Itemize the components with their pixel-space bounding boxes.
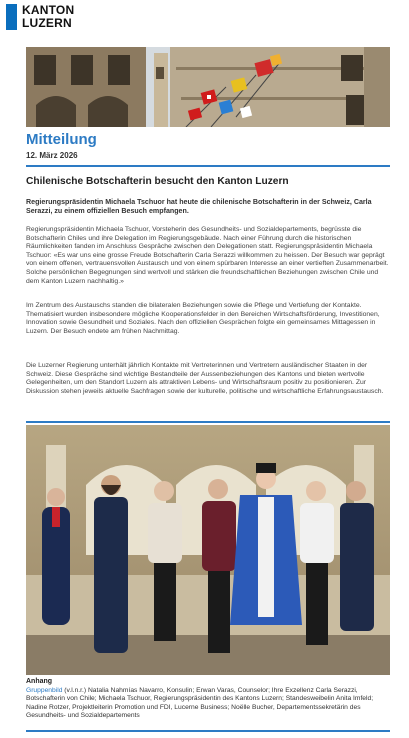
logo-bar-icon — [6, 4, 17, 30]
divider-line — [26, 165, 390, 167]
section-heading: Mitteilung — [26, 131, 97, 148]
group-photo[interactable] — [26, 425, 390, 675]
article-paragraph-1: Regierungspräsidentin Michaela Tschuor, Vorsteherin des Gesundheits- und Sozialdepartements, begrüsste die Botschafterin Chiles und ihre Delegation im Regierungsgebäude. Nach einer Führung durch die historischen Räumlichkeiten fanden im Anschluss Gespräche zwischen den Delegationen statt. Regierungspräsidentin Michaela Tschuor: «Es war uns eine grosse Freude Botschafterin Carla Serazzi willkommen zu heissen. Der Besuch war geprägt von einem offenen, vertrauensvollen Austausch und von einem spürbaren Interesse an einer vertieften Zusammenarbeit. Solche persönlichen Begegnungen sind wertvoll und stärken die freundschaftlichen Beziehungen zwischen Chile und dem Kanton Luzern nachhaltig.» — [26, 226, 389, 285]
photo-caption — [26, 687, 392, 721]
release-date: 12. März 2026 — [26, 151, 78, 160]
logo-line-2: LUZERN — [22, 15, 72, 30]
caption-text: (v.l.n.r.) Natalia Nahmías Navarro, Konsulin; Erwan Varas, Counselor; Ihre Exzellenz Carla Serazzi, Botschafterin von Chile; Michaela Tschuor, Regierungspräsidentin des Kantons Luzern; Standesweibelin Anita Imfeld; Nadine Rotzer, Projektleiterin Promotion und FDI, Lucerne Business; Noëlle Bucher, Departementssekretärin des Gesundheits- und Sozialdepartements — [26, 687, 374, 720]
group-photo-link[interactable]: Gruppenbild — [26, 687, 63, 694]
attachment-label: Anhang — [26, 678, 53, 685]
article-lead: Regierungspräsidentin Michaela Tschuor hat heute die chilenische Botschafterin in der Schweiz, Carla Serazzi, zu einem offiziellen Besuch empfangen. — [26, 198, 372, 215]
divider-line — [26, 730, 390, 732]
article-paragraph-3: Die Luzerner Regierung unterhält jährlich Kontakte mit Vertreterinnen und Vertretern ausländischer Staaten in der Schweiz. Diese Gespräche sind wichtige Bestandteile der Aussenbeziehungen des Kantons und bieten wertvolle Gelegenheiten, um den Standort Luzern als attraktiven Lebens- und Wirtschaftsraum positiv zu positionieren. Zur Diskussion stehen jeweils aktuelle Sachfragen sowie der kulturelle, politische und wirtschaftliche Erfahrungsaustausch. — [26, 362, 384, 395]
divider-line — [26, 421, 390, 423]
logo-line-1: KANTON — [22, 3, 75, 17]
kanton-luzern-logo[interactable] — [6, 4, 74, 30]
article-title: Chilenische Botschafterin besucht den Kanton Luzern — [26, 176, 289, 187]
article-paragraph-2: Im Zentrum des Austauschs standen die bilateralen Beziehungen sowie die Pflege und Vertiefung der Kontakte. Thematisiert wurden insbesondere mögliche Kooperationsfelder in den Bereichen Wirtschaftsförderung, Investitionen, Innovation sowie Gesundheit und Soziales. Nach den offiziellen Gesprächen folgte ein gemeinsames Mittagessen in Luzern. Der Besuch endete am frühen Nachmittag. — [26, 302, 380, 335]
header-image-government-building-flags — [26, 47, 390, 127]
